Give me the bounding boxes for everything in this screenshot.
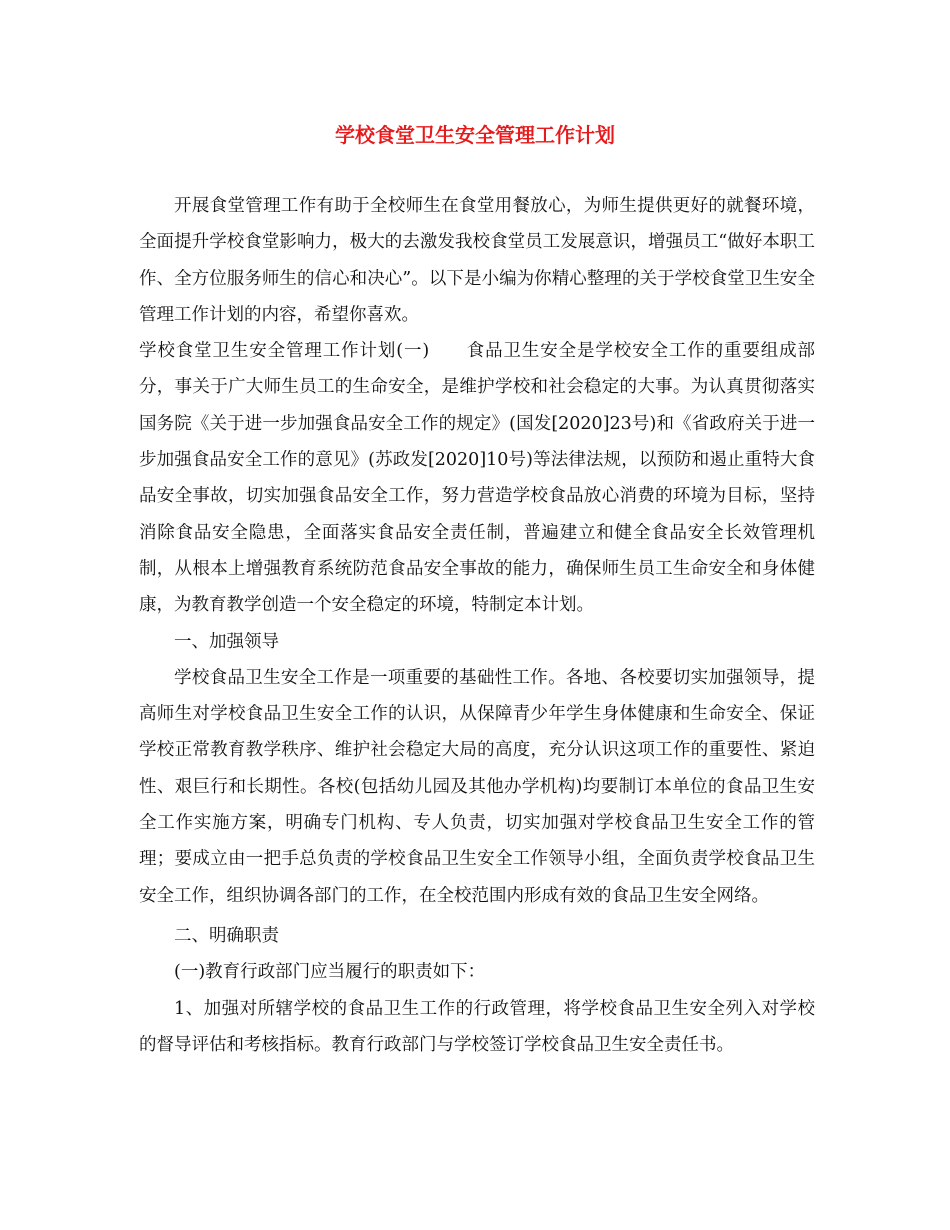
document-title: 学校食堂卫生安全管理工作计划 xyxy=(335,123,615,147)
paragraph-intro: 开展食堂管理工作有助于全校师生在食堂用餐放心，为师生提供更好的就餐环境，全面提升学校食堂影响力，极大的去激发我校食堂员工发展意识，增强员工“做好本职工作、全方位服务师生的信心和决心”。以下是小编为你精心整理的关于学校食堂卫生安全管理工作计划的内容，希望你喜欢。 xyxy=(139,196,815,325)
paragraph-duty-one: 1、加强对所辖学校的食品卫生工作的行政管理，将学校食品卫生安全列入对学校的督导评估和考核指标。教育行政部门与学校签订学校食品卫生安全责任书。 xyxy=(139,998,815,1055)
subsection-heading-education-dept: (一)教育行政部门应当履行的职责如下： xyxy=(174,962,486,983)
paragraph-plan-one: 学校食堂卫生安全管理工作计划(一) 食品卫生安全是学校安全工作的重要组成部分，事关于广大师生员工的生命安全，是维护学校和社会稳定的大事。为认真贯彻落实国务院《关于进一步加强食品安全工作的规定》(国发[2020]23号)和《省政府关于进一步加强食品安全工作的意见》(苏政发[2020]10号)等法律法规，以预防和遏止重特大食品安全事故，切实加强食品安全工作，努力营造学校食品放心消费的环境为目标，坚持消除食品安全隐患，全面落实食品安全责任制，普遍建立和健全食品安全长效管理机制，从根本上增强教育系统防范食品安全事故的能力，确保师生员工生命安全和身体健康，为教育教学创造一个安全稳定的环境，特制定本计划。 xyxy=(139,341,815,616)
paragraph-leadership: 学校食品卫生安全工作是一项重要的基础性工作。各地、各校要切实加强领导，提高师生对学校食品卫生安全工作的认识，从保障青少年学生身体健康和生命安全、保证学校正常教育教学秩序、维护社会稳定大局的高度，充分认识这项工作的重要性、紧迫性、艰巨行和长期性。各校(包括幼儿园及其他办学机构)均要制订本单位的食品卫生安全工作实施方案，明确专门机构、专人负责，切实加强对学校食品卫生安全工作的管理；要成立由一把手总负责的学校食品卫生安全工作领导小组，全面负责学校食品卫生安全工作，组织协调各部门的工作，在全校范围内形成有效的食品卫生安全网络。 xyxy=(139,667,815,906)
section-heading-leadership: 一、加强领导 xyxy=(174,631,279,652)
document-body xyxy=(139,188,815,1063)
section-heading-duties: 二、明确职责 xyxy=(174,925,279,946)
